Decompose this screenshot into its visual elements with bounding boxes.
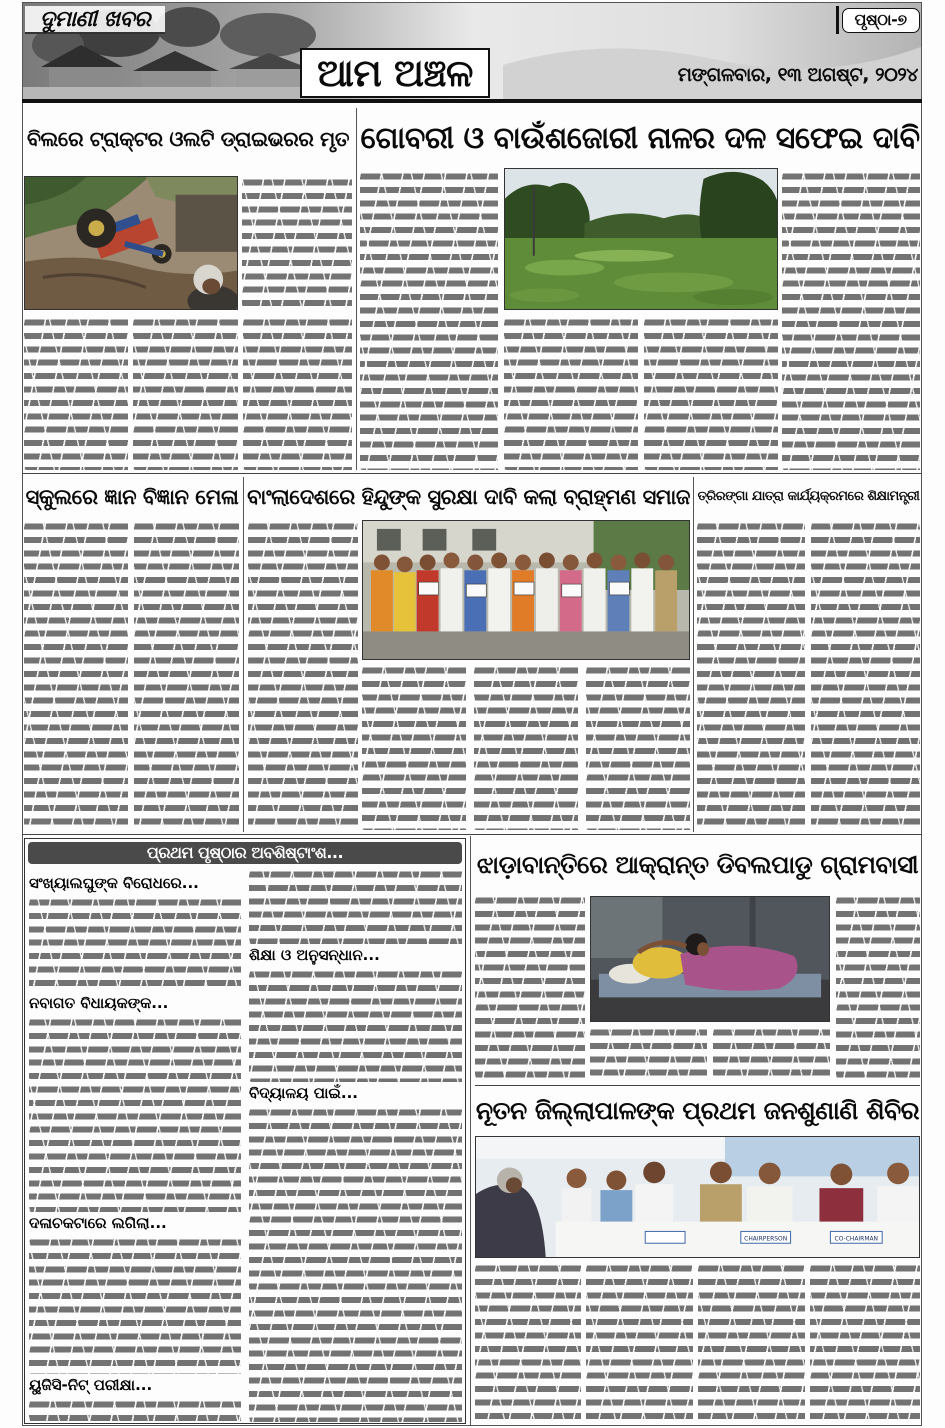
article-body-text [474,664,578,830]
page-number: ପୃଷ୍ଠା-୭ [854,10,907,29]
photo-overturned-tractor [24,176,238,310]
subhead-ugc-net-exam: ୟୁଜିସି-ନିଟ୍ ପରୀକ୍ଷା... [29,1376,153,1394]
article-body-text [134,520,239,830]
article-body-text [243,316,352,470]
article-body-text [590,1026,707,1080]
issue-date: ମଙ୍ଗଳବାର, ୧୩ ଅଗଷ୍ଟ, ୨୦୨୪ [677,64,918,86]
article-body-text [29,1236,241,1374]
article-body-text [586,1262,693,1424]
article-body-text [133,316,238,470]
placard [514,582,534,595]
article-body-text [29,896,241,992]
headline-tractor-accident: ବିଲରେ ଟ୍ରାକ୍ଟର ଓଲଟି ଡ୍ରାଇଭରର ମୃତ [27,127,349,151]
newspaper-logo [25,6,165,34]
article-body-text [644,316,778,470]
article-body-text [475,894,585,1080]
headline-brahmin-samaj: ବାଂଲାଦେଶରେ ହିନ୍ଦୁଙ୍କ ସୁରକ୍ଷା ଦାବି କଲା ବ୍ରାହ୍ମଣ ସମାଜ [247,485,690,509]
continuation-banner [28,842,462,864]
subhead-new-mla: ନବାଗତ ବିଧାୟକଙ୍କ... [29,994,169,1012]
section-rule [22,834,922,835]
photo-brahmin-samaj-protest [362,520,690,660]
article-body-text [810,1262,920,1424]
article-body-text [360,170,498,470]
page-number-box [842,8,920,33]
headline-diarrhoea-outbreak: ଝାଡ଼ାବାନ୍ତିରେ ଆକ୍ରାନ୍ତ ଡିବଲପାଡୁ ଗ୍ରାମବାସୀ [476,850,919,879]
continuation-title: ପ୍ରଥମ ପୃଷ୍ଠାର ଅବଶିଷ୍ଟାଂଶ... [146,843,344,862]
article-body-text [24,316,128,470]
article-body-text [29,1016,241,1212]
hut-wall [236,69,304,87]
section-rule [22,473,922,474]
photo-grievance-hearing [475,1136,920,1258]
photo-weed-covered-canal [504,168,778,310]
nameplate [645,1231,685,1243]
article-body-text [249,1106,462,1422]
article-body-text [697,520,805,830]
headline-grievance-camp: ନୂତନ ଜିଲ୍ଲାପାଳଙ୍କ ପ୍ରଥମ ଜନଶୁଣାଣି ଶିବିର [475,1096,920,1125]
article-body-text [248,520,358,830]
headline-tiranga-yatra: ତ୍ରିରଙ୍ଗା ଯାତ୍ରା କାର୍ଯ୍ୟକ୍ରମରେ ଶିକ୍ଷାମନ୍ତ୍ରୀ [697,489,920,504]
column-divider [470,836,471,1426]
column-divider [356,108,357,470]
subhead-minorities: ସଂଖ୍ୟାଲଘୁଙ୍କ ବିରୋଧରେ... [29,874,199,892]
placard [419,582,439,595]
article-body-text [24,520,128,830]
article-body-text [698,1262,805,1424]
article-body-text [362,664,466,830]
placard [609,582,629,595]
tree [156,7,220,47]
article-body-text [249,868,462,944]
headline-canal-cleaning: ଗୋବରୀ ଓ ବାଉଁଶଜୋରୀ ନାଳର ଦଳ ସଫେଇ ଦାବି [360,121,920,156]
article-body-text [836,894,920,1080]
article-body-text [811,520,920,830]
column-divider [243,477,244,832]
section-title: ଆମ ଅଞ୍ଚଳ [317,51,473,95]
subhead-dalachakata: ଦଳାଚକଟାରେ ଲଗିଲା... [29,1214,167,1232]
subhead-for-school: ବିଦ୍ୟାଳୟ ପାଇଁ... [249,1084,358,1102]
article-body-text [782,170,920,470]
nameplate-co-chairman: CO-CHAIRMAN [834,1235,879,1243]
section-rule [475,1085,920,1086]
article-body-text [242,176,352,310]
placard [562,584,582,597]
article-body-text [586,664,690,830]
article-body-text [504,316,638,470]
section-title-box [300,48,490,98]
page-number-divider [836,6,839,34]
masthead-rule [22,99,922,103]
article-body-text [29,1398,241,1422]
hut-wall [49,67,115,87]
photo-sick-villager [590,896,830,1022]
subhead-education-research: ଶିକ୍ଷା ଓ ଅନୁସନ୍ଧାନ... [249,946,380,964]
hut-wall [141,71,211,88]
column-divider [693,477,694,832]
newspaper-logo-text: ଦୁମାଣୀ ଖବର [39,7,151,32]
article-body-text [713,1026,830,1080]
headline-science-fair: ସ୍କୁଲରେ ଜ୍ଞାନ ବିଜ୍ଞାନ ମେଳା [25,485,239,509]
nameplate-chairperson: CHAIRPERSON [744,1235,788,1243]
article-body-text [249,968,462,1082]
placard [466,584,486,597]
article-body-text [475,1262,581,1424]
